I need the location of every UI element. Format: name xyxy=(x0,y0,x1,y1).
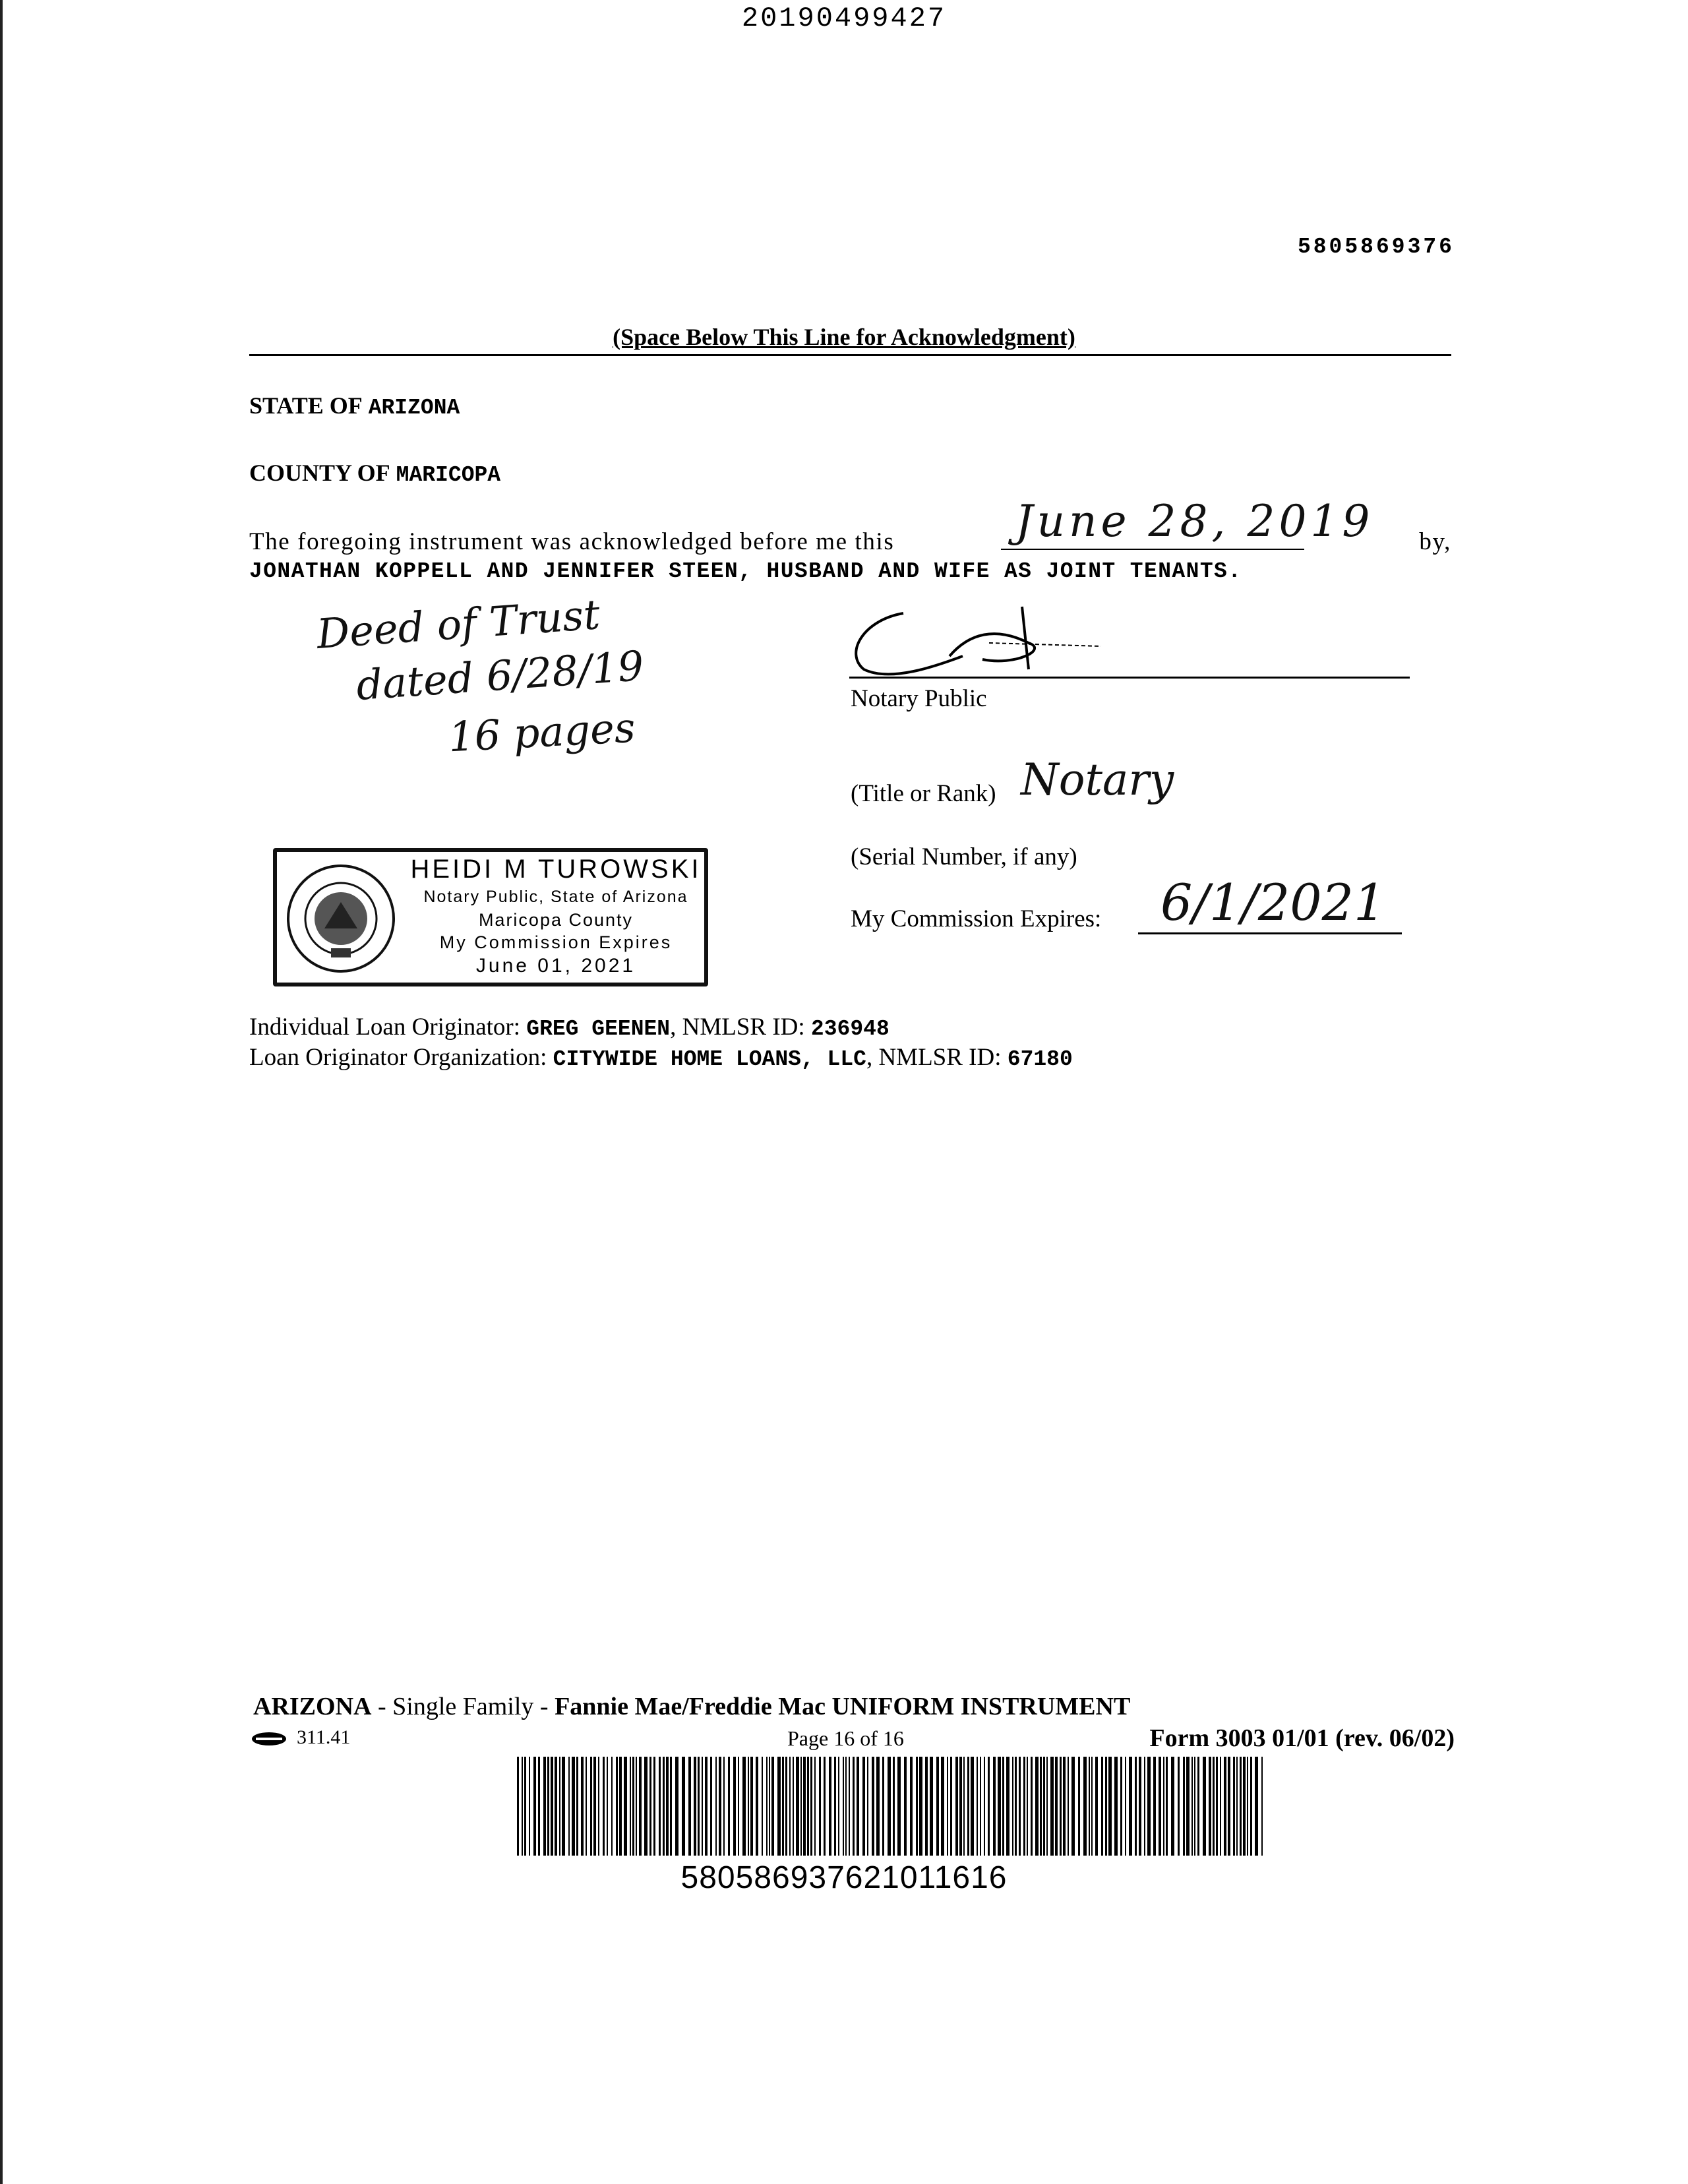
barcode xyxy=(517,1757,1265,1856)
notary-public-label: Notary Public xyxy=(851,685,987,712)
commission-expires-line xyxy=(1138,932,1402,934)
individual-originator-label: Individual Loan Originator: xyxy=(249,1014,521,1041)
handwritten-acknowledgment-date: June 28, 2019 xyxy=(1015,496,1374,547)
acknowledgment-divider-line xyxy=(249,354,1451,356)
organization-nmlsr-id: 67180 xyxy=(1007,1047,1073,1072)
title-rank-label: (Title or Rank) xyxy=(851,780,996,807)
handwritten-commission-date: 6/1/2021 xyxy=(1160,873,1386,932)
arizona-state-seal-icon xyxy=(285,863,397,975)
notary-signature-line xyxy=(849,677,1410,679)
handwritten-title-rank: Notary xyxy=(1021,754,1174,805)
footer-state: ARIZONA xyxy=(253,1693,372,1720)
footer-code xyxy=(251,1726,350,1749)
county-value: MARICOPA xyxy=(396,463,501,487)
loan-number: 5805869376 xyxy=(1297,235,1455,259)
handwritten-note-line-2: dated 6/28/19 xyxy=(354,641,646,710)
county-field xyxy=(249,459,500,487)
commission-expires-label: My Commission Expires: xyxy=(851,905,1102,932)
individual-loan-originator: Individual Loan Originator: GREG GEENEN, NMLSR ID: 236948 xyxy=(249,1014,889,1041)
recording-number: 20190499427 xyxy=(741,3,947,34)
county-label: COUNTY OF xyxy=(249,460,390,486)
state-value: ARIZONA xyxy=(368,396,460,420)
loan-originator-organization: Loan Originator Organization: CITYWIDE HOME LOANS, LLC, NMLSR ID: 67180 xyxy=(249,1044,1073,1072)
individual-nmlsr-label: NMLSR ID: xyxy=(682,1014,805,1041)
footer-title-mid: - Single Family - xyxy=(371,1693,555,1720)
state-field xyxy=(249,392,460,420)
acknowledgment-date-line xyxy=(1001,549,1304,550)
footer-title-bold: Fannie Mae/Freddie Mac UNIFORM INSTRUMENT xyxy=(555,1693,1131,1720)
organization-nmlsr-label: NMLSR ID: xyxy=(878,1044,1002,1071)
stamp-notary-title: Notary Public, State of Arizona xyxy=(423,888,688,906)
organization-label: Loan Originator Organization: xyxy=(249,1044,547,1071)
notary-stamp xyxy=(273,848,708,986)
acknowledgment-by: by, xyxy=(1419,528,1451,555)
footer-code-number: 311.41 xyxy=(297,1726,351,1748)
stamp-expires-label: My Commission Expires xyxy=(439,932,673,952)
individual-nmlsr-id: 236948 xyxy=(810,1017,889,1041)
footer-page-number: Page 16 of 16 xyxy=(787,1726,904,1750)
stamp-county: Maricopa County xyxy=(478,910,634,930)
signer-names: JONATHAN KOPPELL AND JENNIFER STEEN, HUSBAND AND WIFE AS JOINT TENANTS. xyxy=(249,559,1242,584)
acknowledgment-text: The foregoing instrument was acknowledged before me this xyxy=(249,528,895,555)
acknowledgment-divider-caption: (Space Below This Line for Acknowledgment) xyxy=(613,324,1075,350)
handwritten-note-line-3: 16 pages xyxy=(447,703,637,762)
stamp-expires-date: June 01, 2021 xyxy=(475,955,636,977)
organization-name: CITYWIDE HOME LOANS, LLC xyxy=(553,1047,866,1072)
publisher-logo-icon xyxy=(251,1731,287,1747)
stamp-notary-name: HEIDI M TUROWSKI xyxy=(410,855,702,884)
serial-number-label: (Serial Number, if any) xyxy=(851,843,1077,870)
barcode-number: 580586937621011616 xyxy=(680,1860,1008,1895)
footer-form-number: Form 3003 01/01 (rev. 06/02) xyxy=(1149,1724,1455,1752)
state-label: STATE OF xyxy=(249,392,363,419)
footer-form-title xyxy=(253,1692,1130,1721)
individual-originator-name: GREG GEENEN xyxy=(526,1017,671,1041)
handwritten-note-line-1: Deed of Trust xyxy=(315,590,602,658)
